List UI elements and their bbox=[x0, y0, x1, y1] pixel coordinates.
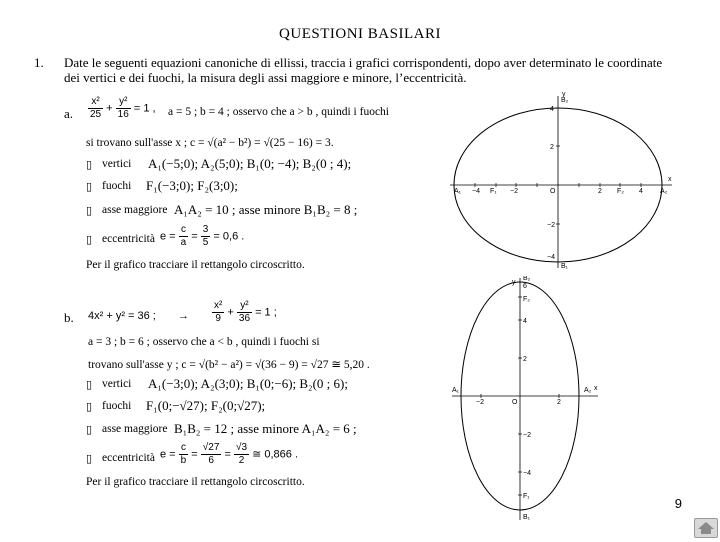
part-b-label: b. bbox=[64, 310, 74, 325]
bullet-icon: ▯ bbox=[86, 158, 93, 171]
part-b-params: a = 3 ; b = 6 ; osservo che a < b , quindi i fuochi si bbox=[88, 336, 320, 348]
ecc-num-1: c bbox=[179, 224, 189, 237]
x-axis-label: x bbox=[668, 176, 672, 183]
tick-origin: O bbox=[550, 188, 556, 195]
ecc-mid-2: = bbox=[224, 448, 231, 461]
part-a-ecc-label: eccentricità bbox=[102, 233, 155, 245]
tick-ym4: −4 bbox=[547, 254, 555, 261]
label-b2: B₂ bbox=[523, 276, 531, 282]
y-axis-label: y bbox=[562, 92, 566, 98]
part-a-note: Per il grafico tracciare il rettangolo circoscritto. bbox=[86, 259, 305, 271]
part-b-axes-label: asse maggiore bbox=[102, 423, 168, 435]
ecc-den-2: 6 bbox=[208, 455, 214, 466]
eq-tail: = 1 ; bbox=[255, 306, 277, 319]
tick-y2: 2 bbox=[550, 144, 554, 151]
graph-a bbox=[446, 92, 674, 277]
ecc-mid: = bbox=[191, 448, 198, 461]
tick-a2: A₂ bbox=[660, 188, 668, 195]
bullet-icon: ▯ bbox=[86, 204, 93, 217]
tick-p4: 4 bbox=[639, 188, 643, 195]
part-a-axes: A₁A₂ = 10 ; asse minore B₁B₂ = 8 ; bbox=[174, 202, 358, 217]
label-f2: F₂ bbox=[523, 296, 530, 303]
graph-a-svg bbox=[446, 92, 674, 272]
part-a-vertices: A₁(−5;0); A₂(5;0); B₁(0; −4); B₂(0 ; 4); bbox=[148, 156, 352, 171]
y-axis-label: y bbox=[512, 279, 516, 286]
ecc-tail: = 0,6 . bbox=[213, 230, 245, 243]
part-a-foci-label: fuochi bbox=[102, 180, 132, 192]
part-a-axes-label: asse maggiore bbox=[102, 204, 168, 216]
part-b-axes: B₁B₂ = 12 ; asse minore A₁A₂ = 6 ; bbox=[174, 421, 357, 436]
tick-ym4: −4 bbox=[523, 470, 531, 477]
part-a-axis: si trovano sull'asse x ; c = √(a² − b²) = √(25 − 16) = 3. bbox=[86, 137, 334, 149]
tick-a2: A₂ bbox=[584, 387, 592, 394]
graph-b bbox=[448, 276, 602, 527]
tick-y4: 4 bbox=[523, 318, 527, 325]
bullet-icon: ▯ bbox=[86, 452, 93, 465]
part-a-foci: F₁(−3;0); F₂(3;0); bbox=[146, 178, 238, 193]
part-a-equation: $\frac{\text{x²}}{25}$ + $\frac{\text{y²}}{16}$ = 1 , bbox=[90, 96, 156, 120]
exercise-intro: Date le seguenti equazioni canoniche di ellissi, traccia i grafici corrispondenti, dopo aver determinato le coordinate dei vertici e dei fuochi, la misura degli assi maggiore e minore, l’eccentricità. bbox=[64, 55, 663, 85]
ecc-pre: e = bbox=[160, 448, 176, 461]
ecc-num-2: √27 bbox=[202, 442, 220, 453]
label-b2: B₂ bbox=[561, 97, 569, 104]
part-b-note: Per il grafico tracciare il rettangolo circoscritto. bbox=[86, 476, 305, 488]
eq-den-1: 25 bbox=[90, 109, 102, 120]
tick-origin: O bbox=[512, 399, 518, 406]
ecc-den-1: b bbox=[180, 455, 187, 466]
eq-num-2: y² bbox=[116, 96, 131, 109]
bullet-icon: ▯ bbox=[86, 423, 93, 436]
tick-p2: 2 bbox=[598, 188, 602, 195]
bullet-icon: ▯ bbox=[86, 180, 93, 193]
label-f1: F₁ bbox=[523, 493, 530, 500]
tick-p2: 2 bbox=[557, 399, 561, 406]
bullet-icon: ▯ bbox=[86, 233, 93, 246]
tick-m4: −4 bbox=[472, 188, 480, 195]
bullet-icon: ▯ bbox=[86, 400, 93, 413]
part-a-params: a = 5 ; b = 4 ; osservo che a > b , quindi i fuochi bbox=[168, 106, 389, 118]
page-title: QUESTIONI BASILARI bbox=[279, 26, 441, 42]
label-b1: B₁ bbox=[561, 263, 569, 270]
tick-ym2: −2 bbox=[523, 432, 531, 439]
part-b-equation: 4x² + y² = 36 ; bbox=[88, 310, 156, 322]
tick-f1: F₁ bbox=[490, 188, 497, 195]
part-a-vertices-label: vertici bbox=[102, 158, 132, 170]
part-b-foci-label: fuochi bbox=[102, 400, 132, 412]
part-b-axis: trovano sull'asse y ; c = √(b² − a²) = √(36 − 9) = √27 ≅ 5,20 . bbox=[88, 359, 370, 371]
ecc-den-1: a bbox=[180, 237, 187, 248]
ecc-den-3: 2 bbox=[238, 455, 245, 466]
eq-den-1: 9 bbox=[215, 313, 221, 324]
exercise-number: 1. bbox=[34, 55, 44, 70]
part-b-canonical: $\frac{\text{x²}}{9}$ + $\frac{\text{y²}}{36}$ = 1 ; bbox=[214, 300, 277, 324]
eq-den-2: 36 bbox=[238, 313, 251, 324]
ecc-num-3: √3 bbox=[235, 442, 248, 453]
page-number: 9 bbox=[674, 496, 682, 511]
ecc-num-1: c bbox=[179, 442, 189, 455]
tick-a1: A₁ bbox=[452, 387, 460, 394]
eq-num-1: x² bbox=[214, 300, 223, 311]
tick-y6: 6 bbox=[523, 283, 527, 290]
bullet-icon: ▯ bbox=[86, 378, 93, 391]
eq-den-2: 16 bbox=[117, 109, 129, 120]
tick-m2: −2 bbox=[510, 188, 518, 195]
tick-f2: F₂ bbox=[617, 188, 624, 195]
home-icon bbox=[695, 519, 717, 537]
slide-nav-button[interactable] bbox=[694, 518, 718, 538]
tick-y2: 2 bbox=[523, 356, 527, 363]
tick-m2: −2 bbox=[476, 399, 484, 406]
tick-a1: A₁ bbox=[454, 188, 462, 195]
part-b-arrow: → bbox=[178, 310, 189, 322]
eq-num-1: x² bbox=[88, 96, 103, 109]
part-a-label: a. bbox=[64, 106, 74, 121]
tick-ym2: −2 bbox=[547, 222, 555, 229]
part-b-foci: F₁(0;−√27); F₂(0;√27); bbox=[146, 398, 266, 413]
part-b-ecc-label: eccentricità bbox=[102, 452, 155, 464]
part-b-vertices: A₁(−3;0); A₂(3;0); B₁(0;−6); B₂(0 ; 6); bbox=[148, 376, 348, 391]
x-axis-label: x bbox=[594, 385, 598, 392]
ecc-pre: e = bbox=[160, 230, 176, 243]
ecc-mid: = bbox=[191, 230, 198, 243]
part-a-ecc bbox=[160, 224, 244, 249]
ecc-den-2: 5 bbox=[202, 237, 209, 248]
part-b-ecc bbox=[160, 442, 298, 467]
eq-num-2: y² bbox=[237, 300, 252, 313]
eq-tail: = 1 , bbox=[133, 102, 156, 115]
label-b1: B₁ bbox=[523, 514, 531, 521]
ecc-num-2: 3 bbox=[202, 224, 209, 235]
ecc-tail: ≅ 0,866 . bbox=[252, 448, 299, 461]
tick-y4: 4 bbox=[550, 106, 554, 113]
part-b-vertices-label: vertici bbox=[102, 378, 132, 390]
graph-b-svg bbox=[448, 276, 602, 522]
